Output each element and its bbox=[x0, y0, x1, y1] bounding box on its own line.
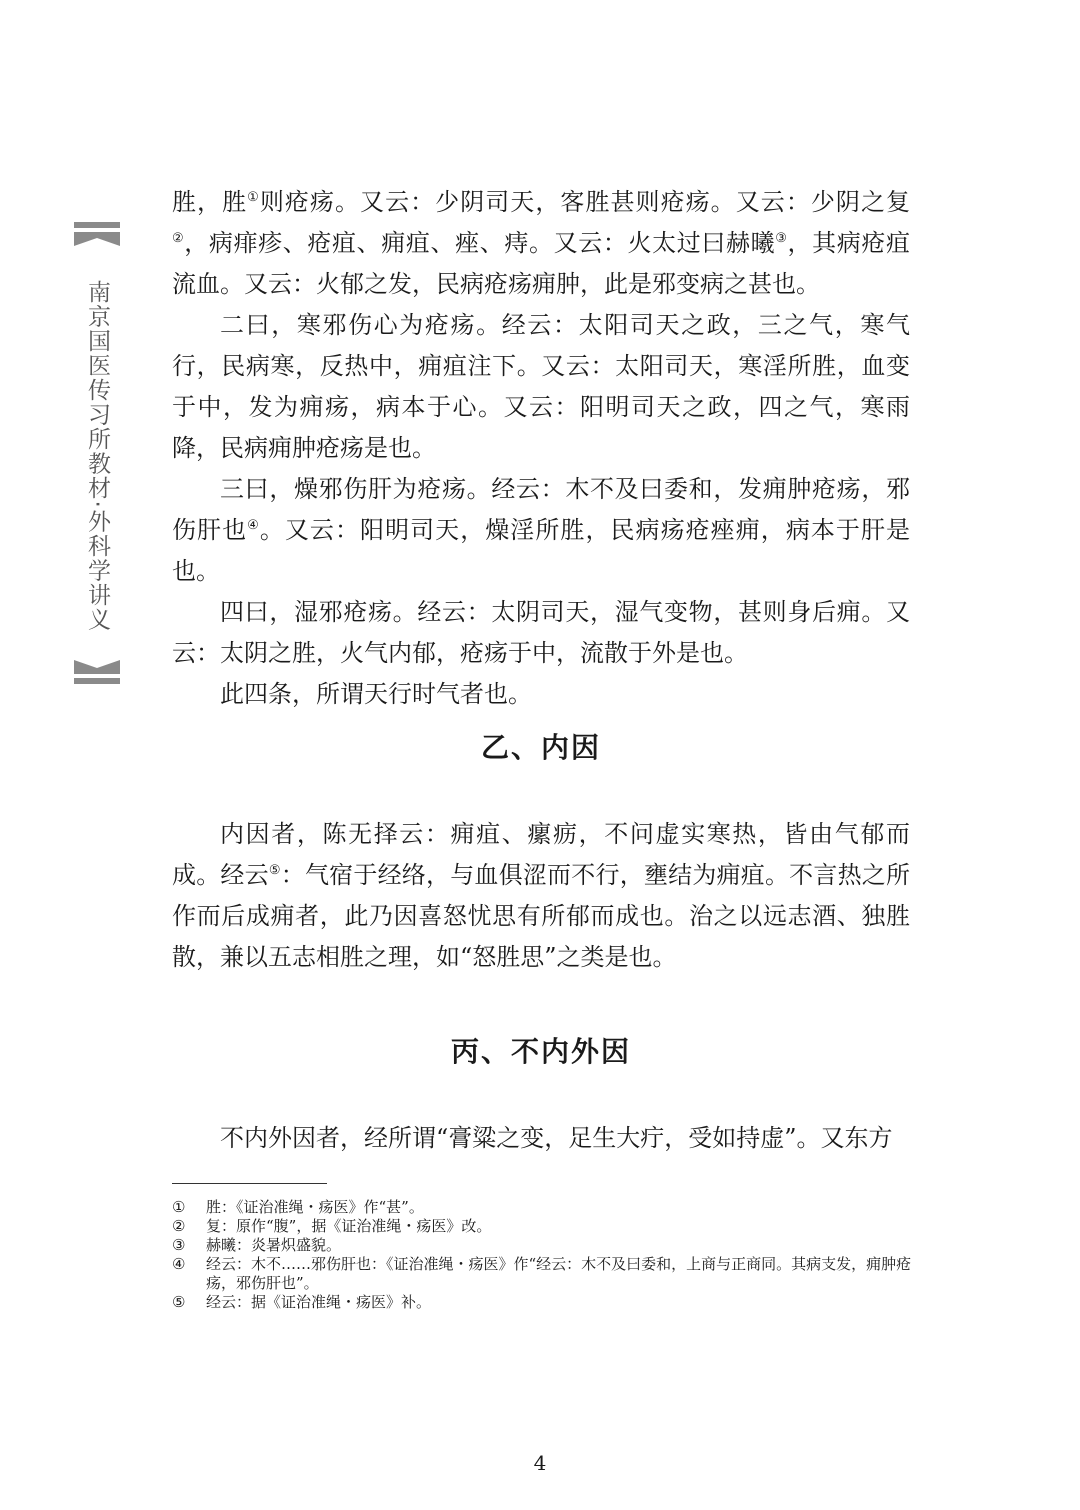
paragraph bbox=[172, 674, 910, 715]
paragraph-text: ，其病疮疽流血。又云：火郁之发，民病疮疡痈肿，此是邪变病之甚也。 bbox=[172, 229, 911, 298]
footnote-marker: ⑤ bbox=[268, 863, 281, 878]
section-heading-non-internal-external-cause: 丙、不内外因 bbox=[450, 1035, 631, 1068]
running-title-bottom-ornament-icon bbox=[74, 652, 120, 684]
body-text-non-internal-external-cause bbox=[172, 1118, 910, 1159]
footnote-item bbox=[172, 1198, 912, 1217]
paragraph bbox=[172, 469, 910, 592]
footnote-text: 经云：据《证治准绳・疡医》补。 bbox=[206, 1293, 432, 1311]
paragraph-text: 内因者，陈无择云：痈疽、瘰疬，不问虚实寒热，皆由气郁而成。经云 bbox=[172, 820, 910, 889]
footnote-text: 胜：《证治准绳・疡医》作“甚”。 bbox=[206, 1198, 424, 1216]
footnote-marker: ② bbox=[172, 231, 185, 246]
footnote-number: ④ bbox=[172, 1255, 186, 1273]
paragraph bbox=[172, 1118, 910, 1159]
paragraph bbox=[172, 814, 910, 978]
paragraph-text: ：气宿于经络，与血俱涩而不行，壅结为痈疽。不言热之所作而后成痈者，此乃因喜怒忧思有所郁而成也。治之以远志酒、独胜散，兼以五志相胜之理，如“怒胜思”之类是也。 bbox=[172, 861, 911, 971]
footnote-text: 经云：木不……邪伤肝也：《证治准绳・疡医》作“经云：木不及曰委和，上商与正商同。其病支发，痈肿疮疡，邪伤肝也”。 bbox=[206, 1255, 912, 1292]
paragraph-text: 则疮疡。又云：少阴司天，客胜甚则疮疡。又云：少阴之复 bbox=[259, 188, 911, 216]
paragraph-text: 。又云：阳明司天，燥淫所胜，民病疡疮痤痈，病本于肝是也。 bbox=[172, 516, 911, 585]
footnote-text: 赫曦：炎暑炽盛貌。 bbox=[206, 1236, 342, 1254]
footnote-item bbox=[172, 1293, 912, 1312]
footnote-marker: ③ bbox=[775, 231, 788, 246]
footnote-divider bbox=[172, 1183, 327, 1184]
footnote-number: ⑤ bbox=[172, 1293, 186, 1311]
footnote-item bbox=[172, 1217, 912, 1236]
footnote-number: ③ bbox=[172, 1236, 186, 1254]
paragraph-text: ，病痱疹、疮疽、痈疽、痤、痔。又云：火太过曰赫曦 bbox=[184, 229, 776, 257]
running-title bbox=[74, 222, 124, 684]
footnote-marker: ④ bbox=[247, 518, 260, 533]
footnote-number: ① bbox=[172, 1198, 186, 1216]
paragraph bbox=[172, 305, 910, 469]
paragraph-text: 二曰，寒邪伤心为疮疡。经云：太阳司天之政，三之气，寒气行，民病寒，反热中，痈疽注下。又云：太阳司天，寒淫所胜，血变于中，发为痈疡，病本于心。又云：阳明司天之政，四之气，寒雨降，民病痈肿疮疡是也。 bbox=[172, 311, 910, 462]
footnote-item bbox=[172, 1236, 912, 1255]
paragraph-text: 三曰，燥邪伤肝为疮疡。经云：木不及曰委和，发痈肿疮疡，邪伤肝也 bbox=[172, 475, 910, 544]
footnotes bbox=[172, 1198, 912, 1312]
page-number: 4 bbox=[533, 1451, 547, 1475]
paragraph-text: 四曰，湿邪疮疡。经云：太阴司天，湿气变物，甚则身后痈。又云：太阴之胜，火气内郁，疮疡于中，流散于外是也。 bbox=[172, 598, 910, 667]
footnote-item bbox=[172, 1255, 912, 1293]
paragraph bbox=[172, 592, 910, 674]
running-title-top-ornament-icon bbox=[74, 222, 120, 254]
running-title-text: 南京国医传习所教材·外科学讲义 bbox=[84, 280, 110, 632]
footnote-number: ② bbox=[172, 1217, 186, 1235]
paragraph-text: 此四条，所谓天行时气者也。 bbox=[220, 680, 532, 708]
paragraph-text: 胜，胜 bbox=[172, 188, 248, 216]
section-heading-internal-cause: 乙、内因 bbox=[480, 731, 601, 764]
paragraph bbox=[172, 182, 910, 305]
body-text-internal-cause bbox=[172, 814, 910, 978]
body-text-top bbox=[172, 182, 910, 715]
footnote-marker: ① bbox=[247, 190, 260, 205]
paragraph-text: 不内外因者，经所谓“膏粱之变，足生大疔，受如持虚”。又东方 bbox=[220, 1124, 893, 1152]
footnote-text: 复：原作“腹”，据《证治准绳・疡医》改。 bbox=[206, 1217, 492, 1235]
